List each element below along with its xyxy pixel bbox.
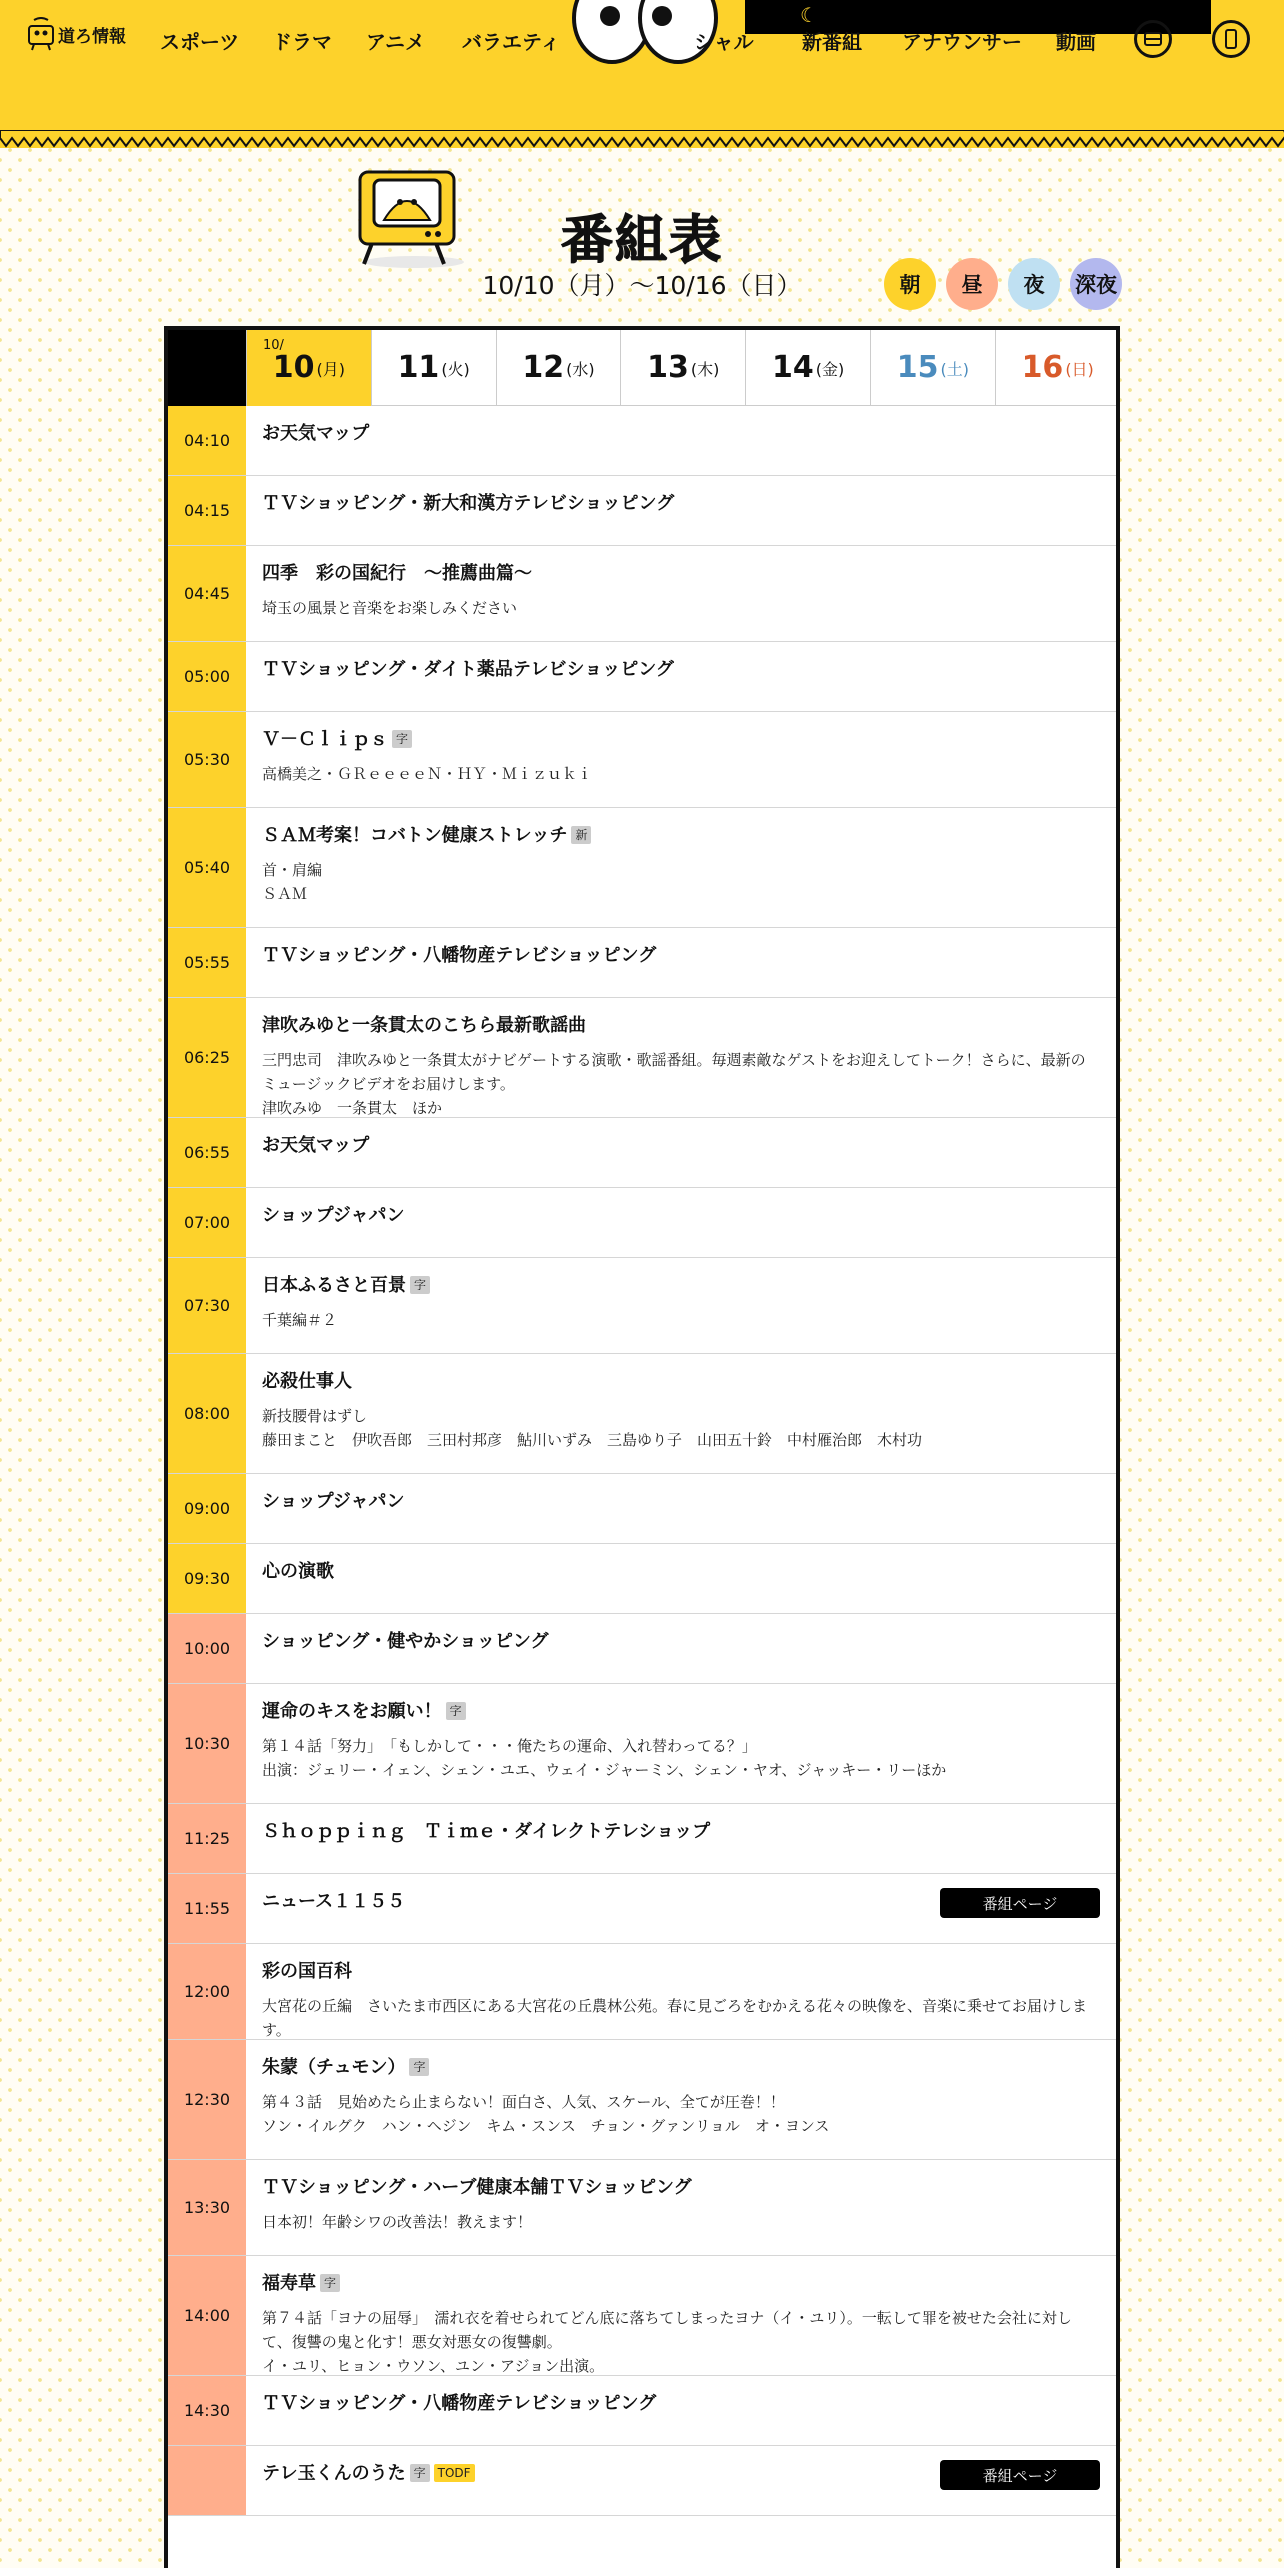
logo-text: 道ろ情報 [58, 26, 126, 47]
program-title-line [262, 2056, 1100, 2080]
program-title-line [262, 1370, 1100, 1394]
time-cell: 05:30 [168, 712, 246, 807]
program-cell [246, 712, 1116, 807]
program-title[interactable]: 四季 彩の国紀行 ～推薦曲篇～ [262, 563, 532, 584]
description-line: 埼玉の風景と音楽をお楽しみください [262, 599, 518, 617]
day-tab-11[interactable] [371, 330, 496, 406]
program-row[interactable] [168, 2040, 1116, 2160]
tod-late-night-button[interactable]: 深夜 [1070, 258, 1122, 310]
program-cell [246, 406, 1116, 475]
program-row[interactable] [168, 406, 1116, 476]
site-header [0, 0, 1284, 148]
tod-night-button[interactable]: 夜 [1008, 258, 1060, 310]
description-line: 三門忠司 津吹みゆと一条貫太がナビゲートする演歌・歌謡番組。毎週素敵なゲストをお迎えしてトーク！さらに、最新のミュージックビデオをお届けします。 [262, 1051, 1086, 1093]
program-title[interactable]: 津吹みゆと一条貫太のこちら最新歌謡曲 [262, 1015, 586, 1036]
program-row[interactable] [168, 1188, 1116, 1258]
day-number: 11 [397, 350, 440, 385]
program-title-line [262, 1204, 1100, 1228]
program-title-line [262, 944, 1100, 968]
program-cell [246, 1614, 1116, 1683]
program-description [262, 2210, 1100, 2234]
tv-icon[interactable] [1134, 20, 1172, 58]
nav-new-programs[interactable]: 新番組 [802, 30, 862, 54]
nav-videos[interactable]: 動画 [1056, 30, 1096, 54]
program-row[interactable] [168, 1804, 1116, 1874]
day-weekday: (水) [566, 359, 595, 379]
time-cell [168, 2446, 246, 2515]
program-row[interactable] [168, 808, 1116, 928]
day-weekday: (土) [940, 359, 970, 379]
program-title-line [262, 1630, 1100, 1654]
day-header-corner [168, 330, 246, 406]
program-title[interactable]: 日本ふるさと百景 [262, 1275, 406, 1296]
program-cell [246, 642, 1116, 711]
time-cell: 13:30 [168, 2160, 246, 2255]
program-row[interactable] [168, 1614, 1116, 1684]
program-schedule-table [164, 326, 1120, 2568]
program-title-line [262, 1014, 1100, 1038]
program-row[interactable] [168, 1118, 1116, 1188]
program-badge: 字 [392, 730, 412, 748]
program-row[interactable] [168, 2376, 1116, 2446]
program-title-line [262, 658, 1100, 682]
program-title-line [262, 562, 1100, 586]
description-line: 首・肩編 [262, 861, 323, 879]
program-title-line [262, 1960, 1100, 1984]
description-line: 第７４話「ヨナの屈辱」 濡れ衣を着せられてどん底に落ちてしまったヨナ（イ・ユリ）。一転して罪を被せた会社に対して、復讐の鬼と化す！悪女対悪女の復讐劇。 [262, 2309, 1072, 2351]
program-title-line [262, 824, 1100, 848]
program-cell [246, 1544, 1116, 1613]
program-title[interactable]: ショップジャパン [262, 1491, 405, 1512]
time-cell: 07:00 [168, 1188, 246, 1257]
program-cell [246, 476, 1116, 545]
program-title[interactable]: ＴＶショッピング・八幡物産テレビショッピング [262, 2393, 657, 2414]
time-cell: 05:55 [168, 928, 246, 997]
program-title[interactable]: Ｓｈｏｐｐｉｎｇ Ｔｉｍｅ・ダイレクトテレショップ [262, 1821, 711, 1842]
program-title[interactable]: ＴＶショッピング・ダイト薬品テレビショッピング [262, 659, 674, 680]
program-title[interactable]: 運命のキスをお願い！ [262, 1701, 442, 1722]
program-cell [246, 1684, 1116, 1803]
header-zigzag-edge [0, 130, 1284, 150]
program-title[interactable]: ＳＡＭ考案！コバトン健康ストレッチ [262, 825, 568, 846]
nav-announcers[interactable]: アナウンサー [902, 30, 1022, 54]
time-cell: 12:30 [168, 2040, 246, 2159]
program-title[interactable]: 彩の国百科 [262, 1961, 352, 1982]
program-title-line [262, 1134, 1100, 1158]
program-cell [246, 1944, 1116, 2039]
program-description [262, 1308, 1100, 1332]
program-row[interactable] [168, 2160, 1116, 2256]
day-number: 14 [771, 350, 814, 385]
program-title[interactable]: Ｖ－Ｃｌｉｐｓ [262, 729, 388, 750]
program-cell [246, 2376, 1116, 2445]
program-title[interactable]: ニュース１１５５ [262, 1891, 406, 1912]
program-row[interactable] [168, 476, 1116, 546]
time-cell: 06:25 [168, 998, 246, 1117]
tv-mascot-icon [352, 168, 468, 270]
time-cell: 09:30 [168, 1544, 246, 1613]
program-title-line [262, 2176, 1100, 2200]
program-row[interactable] [168, 712, 1116, 808]
day-tab-16[interactable] [995, 330, 1120, 406]
day-number: 12 [522, 350, 565, 385]
program-title[interactable]: ＴＶショッピング・新大和漢方テレビショッピング [262, 493, 675, 514]
program-title[interactable]: 必殺仕事人 [262, 1371, 352, 1392]
program-title[interactable]: ショッピング・健やかショッピング [262, 1631, 549, 1652]
program-description [262, 1734, 1100, 1782]
day-tab-15[interactable] [870, 330, 995, 406]
program-title[interactable]: ＴＶショッピング・八幡物産テレビショッピング [262, 945, 657, 966]
description-line: ＳＡＭ [262, 885, 308, 903]
program-badge: 新 [571, 826, 591, 844]
program-title-line [262, 492, 1100, 516]
day-number: 13 [647, 350, 689, 385]
program-description [262, 1048, 1100, 1120]
day-tab-12[interactable] [496, 330, 621, 406]
program-cell [246, 1874, 1116, 1943]
program-title-line [262, 2272, 1100, 2296]
time-cell: 04:45 [168, 546, 246, 641]
program-description [262, 762, 1100, 786]
time-cell: 11:25 [168, 1804, 246, 1873]
description-line: 千葉編＃２ [262, 1311, 338, 1329]
program-cell [246, 2040, 1116, 2159]
program-row[interactable] [168, 2256, 1116, 2376]
description-line: 第４３話 見始めたら止まらない！面白さ、人気、スケール、全てが圧巻！！ [262, 2093, 785, 2111]
program-title-line [262, 1700, 1100, 1724]
program-title-line [262, 422, 1100, 446]
day-weekday: (日) [1065, 359, 1094, 379]
nav-special[interactable]: シャル [694, 30, 754, 54]
program-cell [246, 1188, 1116, 1257]
description-line: ソン・イルグク ハン・ヘジン キム・スンス チョン・グァンリョル オ・ヨンス [262, 2117, 830, 2135]
date-range: 10/10（月）〜10/16（日） [482, 271, 802, 300]
program-row[interactable] [168, 642, 1116, 712]
tod-noon-button[interactable]: 昼 [946, 258, 998, 310]
program-cell [246, 998, 1116, 1117]
time-cell: 10:00 [168, 1614, 246, 1683]
day-tab-14[interactable] [745, 330, 870, 406]
day-weekday: (木) [690, 359, 720, 379]
program-title[interactable]: ＴＶショッピング・ハーブ健康本舗ＴＶショッピング [262, 2177, 692, 2198]
program-row[interactable] [168, 1944, 1116, 2040]
program-badge: 字 [320, 2274, 340, 2292]
description-line: 津吹みゆ 一条貫太 ほか [262, 1099, 443, 1117]
program-cell [246, 808, 1116, 927]
day-number: 16 [1021, 350, 1064, 385]
program-row[interactable] [168, 928, 1116, 998]
time-cell: 14:30 [168, 2376, 246, 2445]
time-cell: 11:55 [168, 1874, 246, 1943]
day-number: 10 [272, 350, 315, 385]
program-description [262, 1994, 1100, 2042]
program-row[interactable] [168, 1474, 1116, 1544]
program-title-line [262, 2392, 1100, 2416]
description-line: 藤田まこと 伊吹吾郎 三田村邦彦 鮎川いずみ 三島ゆり子 山田五十鈴 中村雁治郎 木村功 [262, 1431, 923, 1449]
day-weekday: (火) [441, 359, 470, 379]
program-cell [246, 2160, 1116, 2255]
time-cell: 12:00 [168, 1944, 246, 2039]
program-badge: 字 [410, 1276, 430, 1294]
day-tab-13[interactable] [620, 330, 745, 406]
program-page-button[interactable]: 番組ページ [940, 1888, 1100, 1918]
nav-sports[interactable]: スポーツ [160, 30, 240, 54]
day-number: 15 [896, 350, 939, 385]
program-cell [246, 2256, 1116, 2375]
program-badge: TODF [434, 2464, 475, 2482]
program-title[interactable]: 朱蒙（チュモン） [262, 2057, 406, 2078]
description-line: 第１４話「努力」 「もしかして・・・俺たちの運命、入れ替わってる？」 [262, 1737, 757, 1755]
program-description [262, 1404, 1100, 1452]
description-line: 大宮花の丘編 さいたま市西区にある大宮花の丘農林公苑。春に見ごろをむかえる花々の映像を、音楽に乗せてお届けします。 [262, 1997, 1088, 2039]
time-cell: 05:00 [168, 642, 246, 711]
program-description [262, 2090, 1100, 2138]
moon-icon: ☾ [800, 3, 818, 27]
program-cell [246, 928, 1116, 997]
day-tab-10[interactable] [246, 330, 371, 406]
program-title-line [262, 1274, 1100, 1298]
program-row[interactable] [168, 1874, 1116, 1944]
program-title[interactable]: お天気マップ [262, 1135, 370, 1156]
program-row[interactable] [168, 1544, 1116, 1614]
program-row[interactable] [168, 2446, 1116, 2516]
time-cell: 08:00 [168, 1354, 246, 1473]
time-cell: 04:15 [168, 476, 246, 545]
program-cell [246, 2446, 1116, 2515]
time-cell: 10:30 [168, 1684, 246, 1803]
nav-variety[interactable]: バラエティ [462, 30, 561, 54]
program-description [262, 596, 1100, 620]
program-cell [246, 1474, 1116, 1543]
tod-morning-button[interactable]: 朝 [884, 258, 936, 310]
program-cell [246, 1258, 1116, 1353]
program-cell [246, 1804, 1116, 1873]
program-row[interactable] [168, 998, 1116, 1118]
time-cell: 05:40 [168, 808, 246, 927]
description-line: 高橋美之・ＧＲｅｅｅｅＮ・ＨＹ・Ｍｉｚｕｋｉ [262, 765, 593, 783]
day-month-label: 10/ [263, 338, 284, 353]
program-cell [246, 1354, 1116, 1473]
program-badge: 字 [409, 2058, 429, 2076]
program-page-button[interactable]: 番組ページ [940, 2460, 1100, 2490]
day-weekday: (月) [316, 359, 346, 379]
program-row[interactable] [168, 1354, 1116, 1474]
description-line: 日本初！年齢シワの改善法！教えます！ [262, 2213, 533, 2231]
program-title-line [262, 1490, 1100, 1514]
program-description [262, 858, 1100, 906]
program-cell [246, 1118, 1116, 1187]
day-header-row [168, 330, 1116, 406]
nav-drama[interactable]: ドラマ [272, 30, 332, 54]
time-cell: 09:00 [168, 1474, 246, 1543]
mobile-icon[interactable] [1212, 20, 1250, 58]
program-row[interactable] [168, 1258, 1116, 1354]
program-title[interactable]: お天気マップ [262, 423, 370, 444]
description-line: イ・ユリ、ヒョン・ウソン、ユン・アジョン出演。 [262, 2357, 605, 2375]
time-cell: 04:10 [168, 406, 246, 475]
page-title: 番組表 [560, 211, 723, 271]
program-badge: 字 [410, 2464, 430, 2482]
day-weekday: (金) [815, 359, 845, 379]
program-title-line [262, 1820, 1100, 1844]
nav-anime[interactable]: アニメ [366, 30, 425, 54]
time-cell: 14:00 [168, 2256, 246, 2375]
program-title[interactable]: 福寿草 [262, 2273, 316, 2294]
time-cell: 06:55 [168, 1118, 246, 1187]
mascot-logo-icon [26, 16, 56, 52]
program-title[interactable]: テレ玉くんのうた [262, 2463, 406, 2484]
program-description [262, 2306, 1100, 2378]
description-line: 新技腰骨はずし [262, 1407, 368, 1425]
program-title-line [262, 728, 1100, 752]
time-cell: 07:30 [168, 1258, 246, 1353]
program-cell [246, 546, 1116, 641]
program-title-line [262, 1560, 1100, 1584]
program-title[interactable]: ショップジャパン [262, 1205, 405, 1226]
program-row[interactable] [168, 546, 1116, 642]
site-logo[interactable] [26, 16, 126, 52]
program-row[interactable] [168, 1684, 1116, 1804]
description-line: 出演：ジェリー・イェン、シェン・ユエ、ウェイ・ジャーミン、シェン・ヤオ、ジャッキー・リーほか [262, 1761, 947, 1779]
program-title[interactable]: 心の演歌 [262, 1561, 334, 1582]
program-badge: 字 [446, 1702, 466, 1720]
